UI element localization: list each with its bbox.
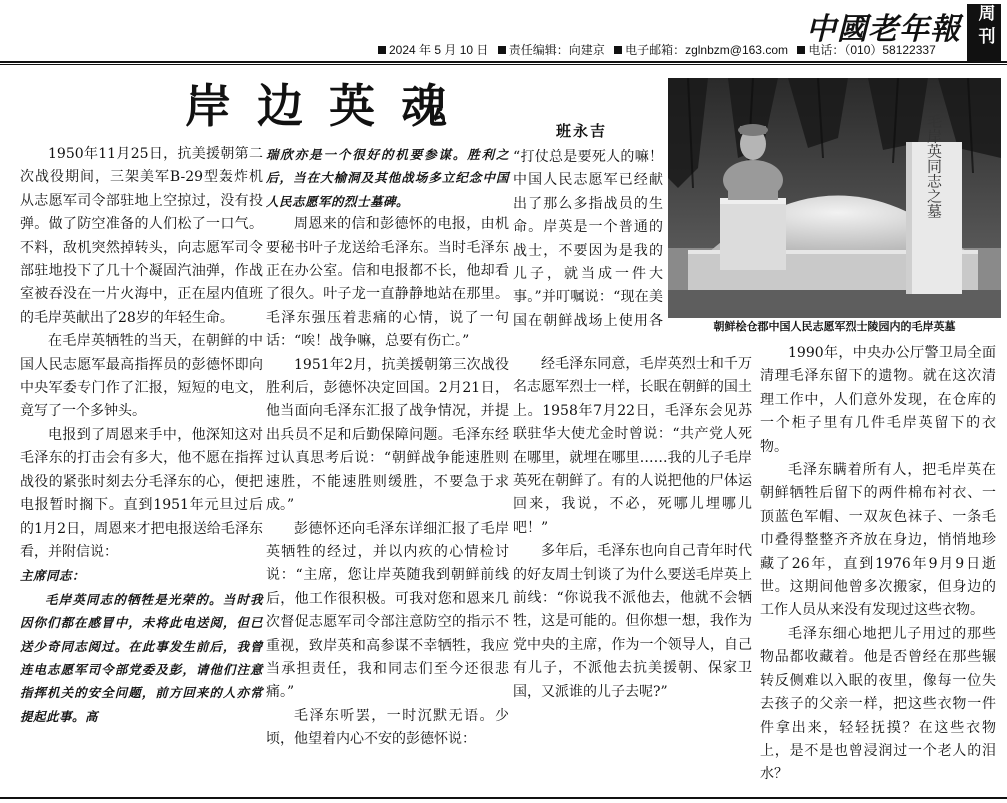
paragraph: 毛泽东细心地把儿子用过的那些物品都收藏着。他是否曾经在那些辗转反侧难以入眠的夜里，像每一位失去孩子的父亲一样，把这些衣物一件件拿出来，轻轻抚摸？在这些衣物上，是不是也曾浸润过一个老人的泪水？ [760, 625, 996, 783]
contact-phone: 电话：（010）58122337 [808, 43, 936, 57]
tomb-inscription: 毛岸英同志之墓 [925, 113, 943, 219]
article-headline: 岸边英魂 [185, 79, 473, 133]
paragraph: 电报到了周恩来手中，他深知这对毛泽东的打击会有多大，他不愿在指挥战役的紧张时刻去分毛泽东的心，便把电报暂时搁下。直到1951年元旦过后的1月2日，周恩来才把电报送给毛泽东看，并附信说： [20, 426, 263, 560]
narrow-text-block [513, 146, 663, 331]
article-byline: 班永吉 [556, 122, 608, 140]
letter-body: 毛岸英同志的牺牲是光荣的。当时我因你们都在感冒中，未将此电送阅，但已送少奇同志阅过。在此事发生前后，我曾连电志愿军司令部党委及彭，请他们注意指挥机关的安全问题，前方回来的人亦常提起此事。高 [20, 591, 263, 724]
paragraph: 毛泽东瞒着所有人，把毛岸英在朝鲜牺牲后留下的两件棉布衬衣、一顶蓝色军帽、一双灰色袜子、一条毛巾叠得整整齐齐放在身边，悄悄地珍藏了26年，直到1976年9月9日逝世。这期间他曾多次搬家，但身边的工作人员从来没有发现过这些衣物。 [760, 462, 996, 619]
masthead-rule [0, 61, 1007, 63]
edition-badge [967, 4, 1001, 62]
paragraph: 毛泽东听罢，一时沉默无语。少顷，他望着内心不安的彭德怀说： [266, 707, 509, 748]
paragraph: 周恩来的信和彭德怀的电报，由机要秘书叶子龙送给毛泽东。当时毛泽东正在办公室。信和电报都不长，他却看了很久。叶子龙一直静静地站在那里。毛泽东强压着悲痛的心情，说了一句话：“唉！战争嘛，总要有伤亡。” [266, 216, 509, 350]
masthead-rule-thin [0, 64, 1007, 65]
article-column-4 [760, 342, 996, 787]
meta-bar [372, 41, 936, 58]
letter-body-continued: 瑞欣亦是一个很好的机要参谋。胜利之后，当在大榆洞及其他战场多立纪念中国人民志愿军的烈士墓碑。 [266, 147, 509, 209]
article-column-3 [513, 142, 752, 704]
bullet-icon [797, 46, 805, 54]
bullet-icon [614, 46, 622, 54]
editor-credit: 责任编辑：向建京 [508, 43, 605, 57]
paragraph: 1951年2月，抗美援朝第三次战役胜利后，彭德怀决定回国。2月21日，他当面向毛泽东汇报了战争情况，并提出兵员不足和后勤保障问题。毛泽东经过认真思考后说：“朝鲜战争能速胜则速胜，不能速胜则缓胜，不要急于求成。” [266, 356, 509, 514]
bullet-icon [378, 46, 386, 54]
contact-email: 电子邮箱：zglnbzm@163.com [625, 43, 788, 57]
letter-salutation: 主席同志： [20, 568, 86, 584]
paragraph: 1990年，中央办公厅警卫局全面清理毛泽东留下的遗物。就在这次清理工作中，人们意外发现，在仓库的一个柜子里有几件毛岸英留下的衣物。 [760, 345, 996, 455]
article-column-1 [20, 143, 263, 728]
article-column-2 [266, 143, 509, 752]
paragraph: 彭德怀还向毛泽东详细汇报了毛岸英牺牲的经过，并以内疚的心情检讨说：“主席，您让岸英随我到朝鲜前线后，他工作很积极。可我对您和恩来几次督促志愿军司令部注意防空的指示不重视，致岸英和高参谋不幸牺牲，我应当承担责任，我和同志们至今还很悲痛。” [266, 520, 509, 701]
edition-label: 周刊 [974, 4, 995, 50]
newspaper-masthead: 中國老年報 [806, 12, 961, 47]
paragraph: 在毛岸英牺牲的当天，在朝鲜的中国人民志愿军最高指挥员的彭德怀即向中央军委专门作了汇报，短短的电文，竟写了一个多钟头。 [20, 333, 263, 420]
photo-caption: 朝鲜桧仓郡中国人民志愿军烈士陵园内的毛岸英墓 [668, 318, 1001, 336]
paragraph: “打仗总是要死人的嘛！中国人民志愿军已经献出了那么多指战员的生命。岸英是一个普通的战士，不要因为是我的儿子，就当成一件大事。”并叮嘱说：“现在美国在朝鲜战场上使用各 [513, 149, 663, 329]
page-bottom-rule [0, 797, 1007, 799]
paragraph: 1950年11月25日，抗美援朝第二次战役期间，三架美军B-29型轰炸机从志愿军司令部驻地上空掠过，没有投弹。做了防空准备的人们松了一口气。不料，敌机突然掉转头，向志愿军司令部驻地投下了几十个凝固汽油弹，作战室被吞没在一片火海中，正在屋内值班的毛岸英献出了28岁的年轻生命。 [20, 146, 263, 326]
paragraph: 多年后，毛泽东也向自己青年时代的好友周士钊谈了为什么要送毛岸英上前线：“你说我不派他去，他就不会牺牲，这是可能的。但你想一想，我作为党中央的主席，作为一个领导人，自己有儿子，不派他去抗美援朝、保家卫国，又派谁的儿子去呢?” [513, 543, 752, 700]
issue-date: 2024 年 5 月 10 日 [389, 43, 489, 57]
bullet-icon [498, 46, 506, 54]
paragraph: 经毛泽东同意，毛岸英烈士和千万名志愿军烈士一样，长眠在朝鲜的国土上。1958年7月22日，毛泽东会见苏联驻华大使尤金时曾说：“共产党人死在哪里，就埋在哪里……我的儿子毛岸英死在朝鲜了。有的人说把他的尸体运回来，我说，不必，死哪儿埋哪儿吧！” [513, 356, 752, 536]
